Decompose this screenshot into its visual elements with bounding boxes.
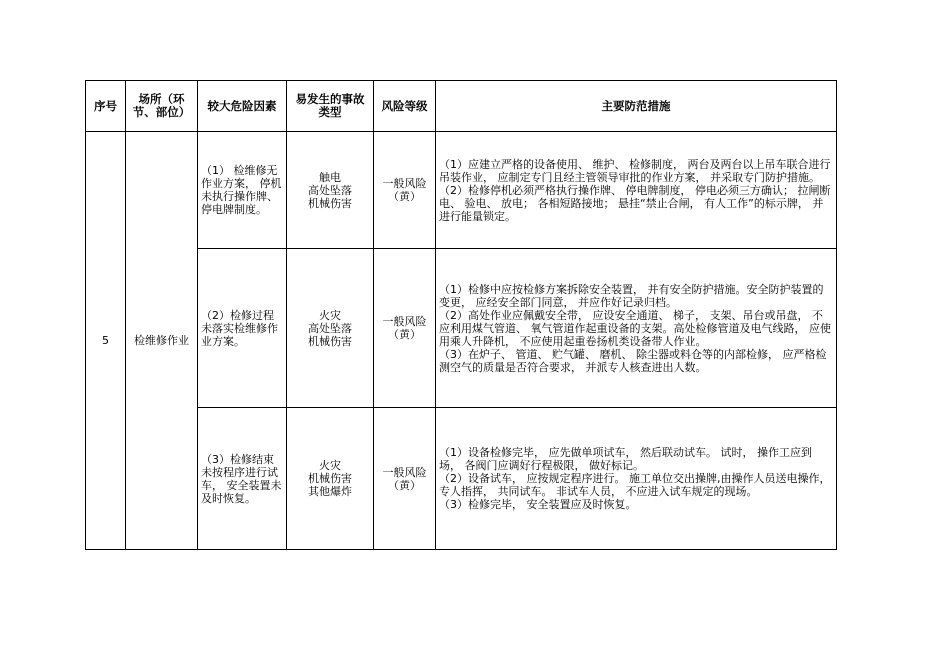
header-risk-level: 风险等级 — [374, 81, 436, 132]
accident-type: 机械伤害 — [308, 334, 352, 348]
measure-item: （2）设备试车， 应按规定程序进行。 施工单位交出操牌,由操作人员送电操作， 专人指挥， 共同试车。 非试车人员， 不应进入试车规定的现场。 — [439, 472, 834, 498]
accident-type: 其他爆炸 — [308, 485, 352, 498]
header-place: 场所（环节、部位） — [126, 81, 198, 132]
risk-table — [85, 80, 837, 550]
accident-type: 高处坠落 — [308, 183, 352, 197]
table-row — [86, 132, 837, 249]
header-measures: 主要防范措施 — [436, 81, 837, 132]
header-risk-factor: 较大危险因素 — [198, 81, 287, 132]
accident-type: 火灾 — [319, 459, 341, 472]
accident-type: 火灾 — [319, 308, 341, 322]
risk-factor-cell: （2）检修过程未落实检维修作业方案。 — [198, 249, 287, 408]
table-row — [86, 249, 837, 408]
header-accident-type: 易发生的事故类型 — [287, 81, 374, 132]
accident-type-cell — [287, 132, 374, 249]
accident-type: 触电 — [319, 170, 341, 184]
measure-item: （2）检修停机必须严格执行操作牌、 停电牌制度， 停电必须三方确认； 拉闸断电、 验电、 放电； 各相短路接地； 悬挂“禁止合闸， 有人工作”的标示牌， 并进行能量锁定。 — [439, 183, 831, 223]
measures-cell — [436, 408, 837, 550]
accident-type: 机械伤害 — [308, 472, 352, 485]
serial-cell: 5 — [86, 132, 126, 550]
measure-item: （2）高处作业应佩戴安全带， 应设安全通道、 梯子， 支架、吊台或吊盘， 不应利用煤气管道、 氧气管道作起重设备的支架。高处检修管道及电气线路， 应使用乘人升降机， 不应使用起重卷扬机类设备带人作业。 — [439, 308, 831, 348]
measure-item: （1）设备检修完毕， 应先做单项试车， 然后联动试车。 试时， 操作工应到场， 各阀门应调好行程极限， 做好标记。 — [439, 446, 812, 472]
risk-level-cell: 一般风险（黄） — [374, 408, 436, 550]
table-row — [86, 408, 837, 550]
header-serial: 序号 — [86, 81, 126, 132]
measures-cell — [436, 132, 837, 249]
measure-item: （1）应建立严格的设备使用、 维护、 检修制度， 两台及两台以上吊车联合进行吊装作业， 应制定专门且经主管领导审批的作业方案， 并采取专门防护措施。 — [439, 157, 831, 184]
risk-level-cell: 一般风险（黄） — [374, 249, 436, 408]
table-header-row — [86, 81, 837, 132]
accident-type: 高处坠落 — [308, 321, 352, 335]
accident-type-cell — [287, 249, 374, 408]
accident-type: 机械伤害 — [308, 196, 352, 210]
place-cell: 检维修作业 — [126, 132, 198, 550]
risk-factor-cell: （1） 检维修无作业方案， 停机未执行操作牌、 停电牌制度。 — [198, 132, 287, 249]
measure-item: （3）检修完毕， 安全装置应及时恢复。 — [439, 498, 637, 511]
accident-type-cell — [287, 408, 374, 550]
measure-item: （1）检修中应按检修方案拆除安全装置， 并有安全防护措施。安全防护装置的变更， 应经安全部门同意， 并应作好记录归档。 — [439, 282, 824, 309]
risk-level-cell: 一般风险（黄） — [374, 132, 436, 249]
risk-factor-cell: （3）检修结束未按程序进行试车， 安全装置未及时恢复。 — [198, 408, 287, 550]
measure-item: （3）在炉子、 管道、 贮气罐、 磨机、 除尘器或料仓等的内部检修， 应严格检测空气的质量是否符合要求， 并派专人核查进出人数。 — [439, 347, 827, 374]
measures-cell — [436, 249, 837, 408]
